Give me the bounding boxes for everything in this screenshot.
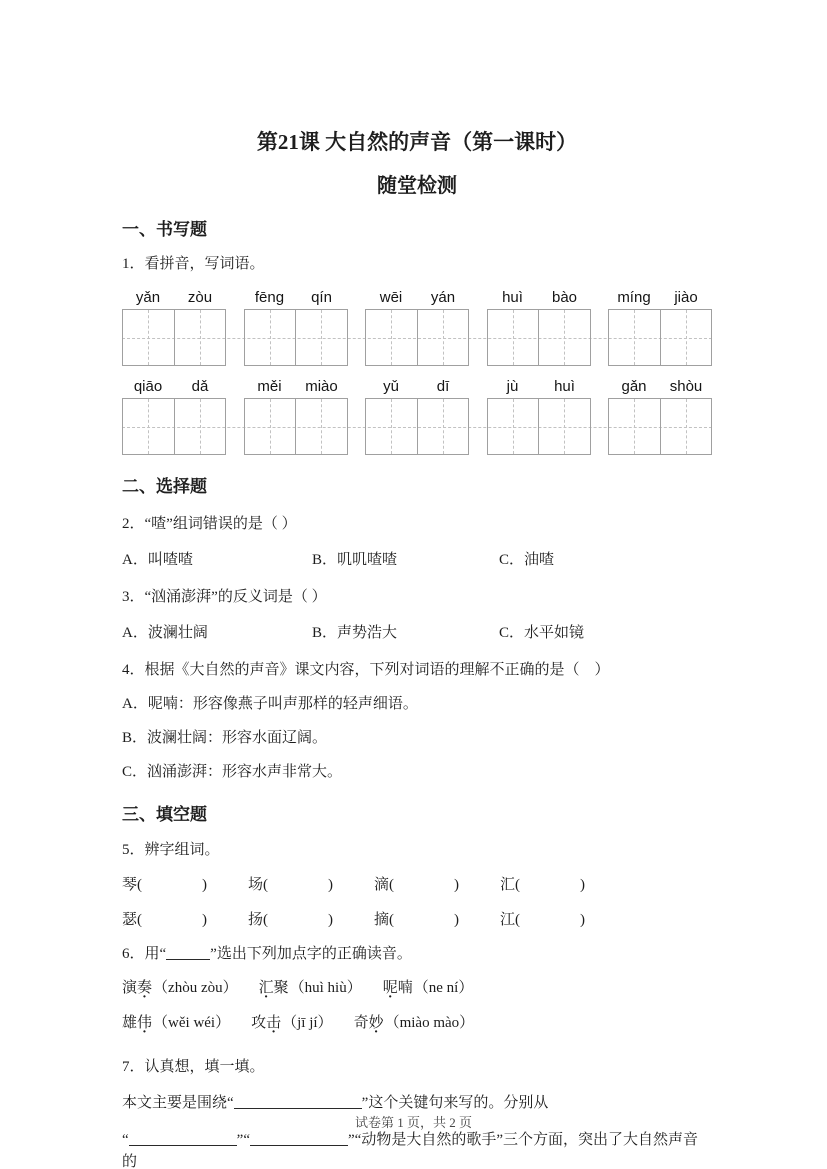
hanzi-char: 攻 <box>251 1014 267 1031</box>
question-6-line-2 <box>122 1012 712 1035</box>
hanzi-char-dotted: 奏 <box>137 979 153 996</box>
writing-grid-group <box>244 398 348 455</box>
question-7-label: 7．认真想，填一填。 <box>122 1059 265 1076</box>
writing-grid-cell <box>538 310 590 365</box>
q7-line2-post: ”“动物是大自然的歌手”三个方面，突出了大自然声音的 <box>122 1131 698 1169</box>
writing-grid-cell <box>488 310 539 365</box>
pinyin-word <box>487 378 591 395</box>
writing-grid-cell <box>123 399 174 454</box>
option-c: C．水平如镜 <box>499 625 585 642</box>
writing-grid-cell <box>660 399 712 454</box>
option-b: B．波澜壮阔：形容水面辽阔。 <box>122 730 328 747</box>
pinyin-label: miào <box>305 378 338 396</box>
hanzi-char: 演 <box>122 979 138 996</box>
pinyin-word <box>244 378 348 395</box>
question-7-line-2 <box>122 1130 712 1169</box>
word-formation-cell: 瑟( ) <box>122 911 207 928</box>
fill-blank <box>129 1131 237 1146</box>
pinyin-label: huì <box>554 378 575 396</box>
word-formation-cell: 场( ) <box>248 876 333 893</box>
pronunciation-item <box>122 1012 230 1035</box>
hanzi-char: 聚 <box>273 979 289 996</box>
writing-grid-cell <box>609 399 660 454</box>
pinyin-label: jù <box>506 378 519 396</box>
writing-grid-group <box>608 309 712 366</box>
hanzi-char-dotted: 呢 <box>382 979 398 996</box>
writing-grid-group <box>122 398 226 455</box>
page-title: 第21课 大自然的声音（第一课时） <box>256 130 578 154</box>
word-formation-cell: 江( ) <box>500 911 585 928</box>
hanzi-char-dotted: 妙 <box>368 1014 384 1031</box>
writing-grid-cell <box>538 399 590 454</box>
writing-grid-cell <box>417 310 469 365</box>
pronunciation-item <box>383 977 474 1000</box>
pinyin-word <box>365 378 469 395</box>
pronunciation-item <box>259 977 362 1000</box>
pinyin-label: jiào <box>674 289 698 307</box>
fill-blank <box>166 944 210 959</box>
q7-line2-mid-quotes: ”“ <box>236 1131 250 1148</box>
question-5-row-2 <box>122 910 712 931</box>
pronunciation-item <box>354 1012 475 1035</box>
question-4-stem: 4．根据《大自然的声音》课文内容，下列对词语的理解不正确的是（ ） <box>122 662 610 679</box>
writing-grid-cell <box>245 310 296 365</box>
pinyin-label: yǔ <box>383 378 399 396</box>
writing-grid-group <box>365 309 469 366</box>
question-3-options <box>122 623 712 644</box>
pinyin-word <box>122 378 226 395</box>
fill-blank <box>234 1094 362 1109</box>
writing-grid-cell <box>366 399 417 454</box>
hanzi-char-dotted: 伟 <box>137 1014 153 1031</box>
pinyin-label: qiāo <box>133 378 163 396</box>
hanzi-char: 雄 <box>122 1014 138 1031</box>
section-heading-writing: 一、书写题 <box>122 220 207 240</box>
writing-grid-group <box>365 398 469 455</box>
pinyin-labels-row <box>122 378 712 395</box>
pinyin-label: huì <box>502 289 523 307</box>
hanzi-char: 喃 <box>397 979 413 996</box>
pinyin-choices: （ne ní） <box>413 979 474 996</box>
option-b: B．声势浩大 <box>312 625 398 642</box>
question-6-line-1 <box>122 977 712 1000</box>
question-2-options <box>122 550 712 571</box>
pinyin-label: fēng <box>254 289 285 307</box>
fill-blank <box>250 1131 348 1146</box>
pinyin-label: zòu <box>187 289 213 307</box>
word-formation-cell: 滴( ) <box>374 876 459 893</box>
writing-grid-cell <box>660 310 712 365</box>
question-5-row-1 <box>122 875 712 896</box>
pinyin-choices: （wěi wéi） <box>153 1014 231 1031</box>
writing-grid-cell <box>295 310 347 365</box>
pinyin-word <box>365 289 469 306</box>
pinyin-label: yǎn <box>135 289 161 307</box>
hanzi-char-dotted: 汇 <box>258 979 274 996</box>
pinyin-choices: （zhòu zòu） <box>153 979 238 996</box>
writing-grid-group <box>608 398 712 455</box>
writing-grid-group <box>487 398 591 455</box>
writing-grid-cell <box>366 310 417 365</box>
pinyin-choices: （miào mào） <box>384 1014 475 1031</box>
section-heading-fill: 三、填空题 <box>122 805 207 825</box>
option-b: B．叽叽喳喳 <box>312 552 398 569</box>
option-a: A．波澜壮阔 <box>122 625 208 642</box>
pinyin-label: wēi <box>379 289 403 307</box>
q6-label-post: ”选出下列加点字的正确读音。 <box>210 945 412 962</box>
pinyin-label: qín <box>311 289 332 307</box>
pinyin-label: shòu <box>669 378 703 396</box>
writing-grid-group <box>244 309 348 366</box>
pinyin-label: bào <box>551 289 578 307</box>
page-footer: 试卷第 1 页，共 2 页 <box>354 1115 472 1130</box>
pinyin-label: dǎ <box>191 378 209 396</box>
q7-line1-post: ”这个关键句来写的。分别从 <box>361 1095 549 1112</box>
word-formation-cell: 汇( ) <box>500 876 585 893</box>
hanzi-char: 奇 <box>353 1014 369 1031</box>
pinyin-label: gǎn <box>621 378 647 396</box>
section-heading-choice: 二、选择题 <box>122 477 207 497</box>
pinyin-label: míng <box>617 289 651 307</box>
q7-line1-pre: 本文主要是围绕“ <box>122 1095 234 1112</box>
writing-grid-cell <box>609 310 660 365</box>
question-6-label <box>122 944 712 965</box>
q6-label-pre: 6．用“ <box>122 945 167 962</box>
page-subtitle: 随堂检测 <box>377 175 457 198</box>
writing-grid-cell <box>245 399 296 454</box>
word-formation-cell: 扬( ) <box>248 911 333 928</box>
question-5-label: 5．辨字组词。 <box>122 841 220 858</box>
pinyin-word <box>608 378 712 395</box>
option-a: A．呢喃：形容像燕子叫声那样的轻声细语。 <box>122 696 418 713</box>
pinyin-word <box>122 289 226 306</box>
word-formation-cell: 琴( ) <box>122 876 207 893</box>
writing-grid-row <box>122 309 712 366</box>
pronunciation-item <box>251 1012 332 1035</box>
pinyin-writing-block-1 <box>122 289 712 366</box>
pinyin-word <box>487 289 591 306</box>
pinyin-writing-block-2 <box>122 378 712 455</box>
word-formation-cell: 摘( ) <box>374 911 459 928</box>
pronunciation-item <box>122 977 238 1000</box>
pinyin-label: měi <box>257 378 282 396</box>
writing-grid-cell <box>123 310 174 365</box>
writing-grid-group <box>122 309 226 366</box>
pinyin-word <box>608 289 712 306</box>
writing-grid-cell <box>488 399 539 454</box>
writing-grid-cell <box>417 399 469 454</box>
pinyin-choices: （jī jí） <box>282 1014 333 1031</box>
pinyin-label: yán <box>430 289 456 307</box>
q7-line2-open-quote: “ <box>122 1131 129 1148</box>
writing-grid-cell <box>174 310 226 365</box>
question-1-label: 1．看拼音，写词语。 <box>122 256 265 273</box>
pinyin-label: dī <box>436 378 450 396</box>
writing-grid-cell <box>295 399 347 454</box>
option-a: A．叫喳喳 <box>122 552 193 569</box>
writing-grid-row <box>122 398 712 455</box>
writing-grid-group <box>487 309 591 366</box>
hanzi-char-dotted: 击 <box>266 1014 282 1031</box>
writing-grid-cell <box>174 399 226 454</box>
question-2-stem: 2．“喳”组词错误的是（ ） <box>122 516 297 533</box>
pinyin-labels-row <box>122 289 712 306</box>
pinyin-word <box>244 289 348 306</box>
question-3-stem: 3．“汹涌澎湃”的反义词是（ ） <box>122 589 327 606</box>
option-c: C．汹涌澎湃：形容水声非常大。 <box>122 764 343 781</box>
option-c: C．油喳 <box>499 552 555 569</box>
pinyin-choices: （huì hiù） <box>289 979 362 996</box>
